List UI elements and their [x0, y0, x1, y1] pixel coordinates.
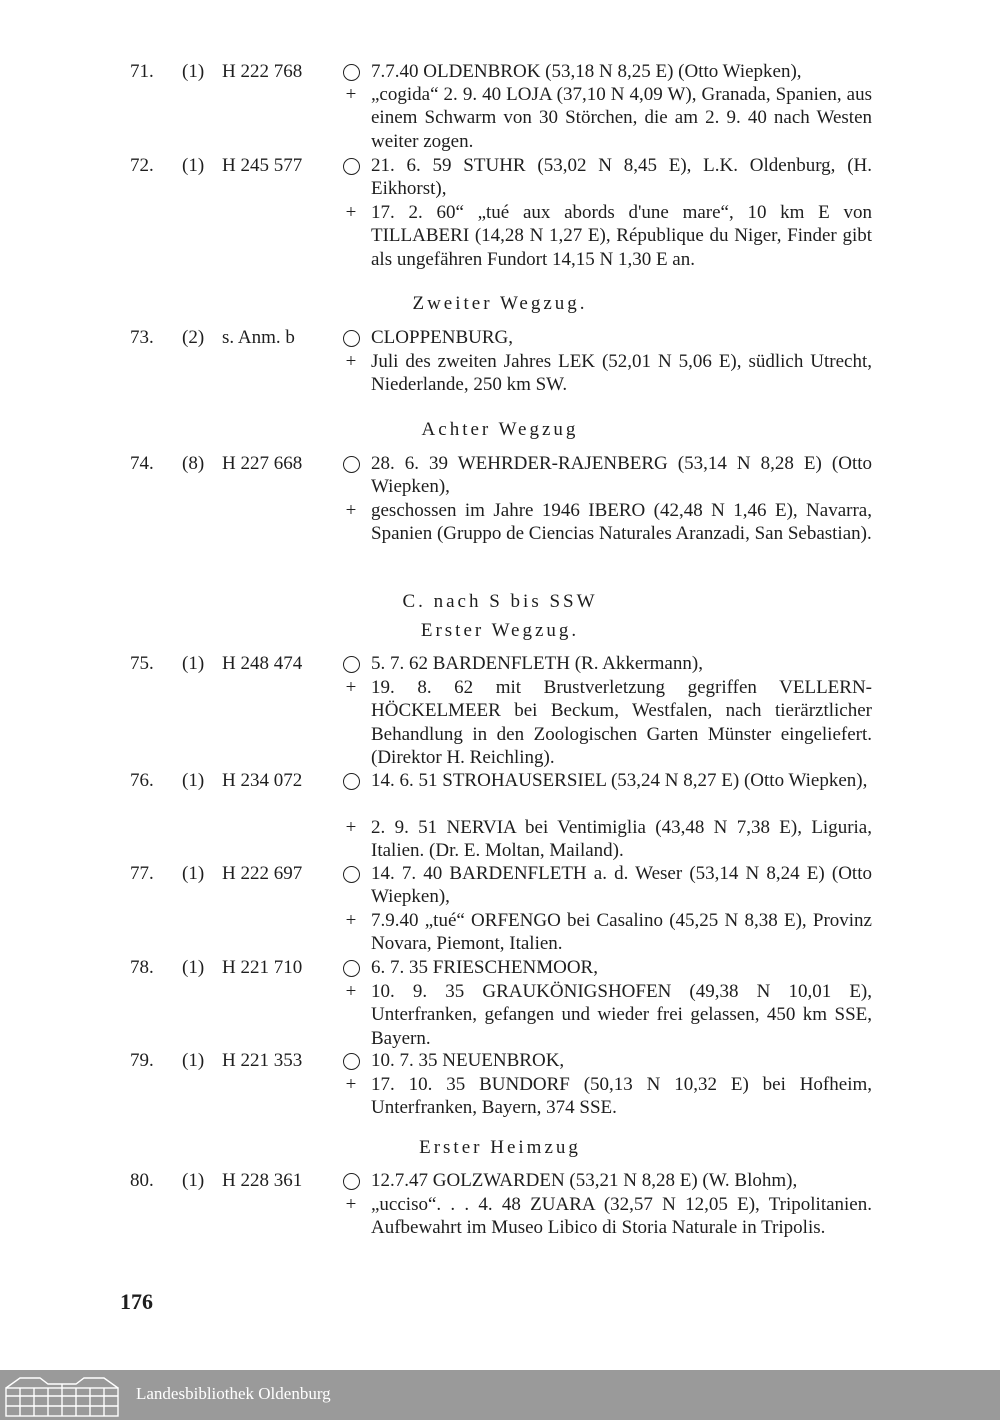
ring-number: H 222 697 [222, 863, 303, 884]
ringed-text: 14. 6. 51 STROHAUSERSIEL (53,24 N 8,27 E) (Otto Wiepken), [371, 770, 868, 791]
found-cross-icon: + [345, 910, 357, 931]
found-text: 2. 9. 51 NERVIA bei Ventimiglia (43,48 N 7,38 E), Liguria, Italien. (Dr. E. Moltan, Mailand). [371, 817, 872, 862]
ringed-circle-icon [343, 158, 360, 175]
found-cross-icon: + [345, 202, 357, 223]
ring-number: H 221 710 [222, 957, 303, 978]
library-building-icon [0, 1372, 124, 1418]
entry-count: (1) [182, 61, 205, 82]
found-cross-icon: + [345, 677, 357, 698]
ring-number: H 221 353 [222, 1050, 303, 1071]
found-text: 17. 10. 35 BUNDORF (50,13 N 10,32 E) bei Hofheim, Unterfranken, Bayern, 374 SSE. [371, 1074, 872, 1119]
ringed-text: CLOPPENBURG, [371, 327, 513, 348]
entry-number: 74. [130, 453, 154, 474]
found-text: „ucciso“. . . 4. 48 ZUARA (32,57 N 12,05 E), Tripolitanien. Aufbewahrt im Museo Libico di Storia Naturale in Tripolis. [371, 1194, 872, 1239]
entry-number: 77. [130, 863, 154, 884]
section-heading: C. nach S bis SSW [402, 591, 598, 612]
entry-count: (1) [182, 1050, 205, 1071]
ringed-circle-icon [343, 773, 360, 790]
page-number: 176 [120, 1289, 153, 1314]
entry-number: 76. [130, 770, 154, 791]
ring-number: H 234 072 [222, 770, 303, 791]
entry-count: (1) [182, 957, 205, 978]
entry-number: 72. [130, 155, 154, 176]
ringed-text: 6. 7. 35 FRIESCHENMOOR, [371, 957, 598, 978]
ringed-text: 12.7.47 GOLZWARDEN (53,21 N 8,28 E) (W. Blohm), [371, 1170, 798, 1191]
entry-count: (2) [182, 327, 205, 348]
found-cross-icon: + [345, 1194, 357, 1215]
found-cross-icon: + [345, 981, 357, 1002]
entry-count: (1) [182, 1170, 205, 1191]
section-heading: Achter Wegzug [421, 419, 579, 440]
ring-number: H 248 474 [222, 653, 303, 674]
library-name: Landesbibliothek Oldenburg [136, 1384, 331, 1403]
ringed-circle-icon [343, 960, 360, 977]
entry-count: (1) [182, 653, 205, 674]
entry-number: 75. [130, 653, 154, 674]
ringed-circle-icon [343, 456, 360, 473]
found-text: 7.9.40 „tué“ ORFENGO bei Casalino (45,25 N 8,38 E), Provinz Novara, Piemont, Italien. [371, 910, 872, 955]
entry-number: 80. [130, 1170, 154, 1191]
ringed-circle-icon [343, 64, 360, 81]
ring-number: H 222 768 [222, 61, 303, 82]
library-footer [0, 1370, 1000, 1420]
found-text: 17. 2. 60“ „tué aux abords d'une mare“, 10 km E von TILLABERI (14,28 N 1,27 E), République du Niger, Finder gibt als ungefähren Fundort 14,15 N 1,30 E an. [371, 202, 872, 270]
entry-count: (1) [182, 155, 205, 176]
ring-number: s. Anm. b [222, 327, 295, 348]
found-cross-icon: + [345, 351, 357, 372]
found-cross-icon: + [345, 817, 357, 838]
ring-number: H 245 577 [222, 155, 303, 176]
ringed-circle-icon [343, 866, 360, 883]
ring-number: H 228 361 [222, 1170, 303, 1191]
found-text: 19. 8. 62 mit Brustverletzung gegriffen VELLERN-HÖCKELMEER bei Beckum, Westfalen, nach tierärztlicher Behandlung in den Zoologischen Garten Münster eingeliefert. (Direktor H. Reichling). [371, 677, 872, 768]
ringed-text: 21. 6. 59 STUHR (53,02 N 8,45 E), L.K. Oldenburg, (H. Eikhorst), [371, 155, 872, 200]
found-text: geschossen im Jahre 1946 IBERO (42,48 N 1,46 E), Navarra, Spanien (Gruppo de Ciencias Naturales Aranzadi, San Sebastian). [371, 500, 872, 545]
entry-count: (1) [182, 863, 205, 884]
ring-number: H 227 668 [222, 453, 303, 474]
ringed-text: 10. 7. 35 NEUENBROK, [371, 1050, 565, 1071]
found-text: Juli des zweiten Jahres LEK (52,01 N 5,06 E), südlich Utrecht, Niederlande, 250 km SW. [371, 351, 872, 396]
ringed-circle-icon [343, 656, 360, 673]
entry-count: (1) [182, 770, 205, 791]
section-heading: Zweiter Wegzug. [412, 293, 588, 314]
ringed-text: 5. 7. 62 BARDENFLETH (R. Akkermann), [371, 653, 703, 674]
found-cross-icon: + [345, 1074, 357, 1095]
ringed-text: 7.7.40 OLDENBROK (53,18 N 8,25 E) (Otto Wiepken), [371, 61, 802, 82]
found-text: 10. 9. 35 GRAUKÖNIGSHOFEN (49,38 N 10,01 E), Unterfranken, gefangen und wieder frei gelassen, 450 km SSE, Bayern. [371, 981, 872, 1049]
entry-number: 71. [130, 61, 154, 82]
ringed-text: 28. 6. 39 WEHRDER-RAJENBERG (53,14 N 8,28 E) (Otto Wiepken), [371, 453, 872, 498]
entry-number: 79. [130, 1050, 154, 1071]
section-heading: Erster Heimzug [419, 1137, 581, 1158]
ringed-circle-icon [343, 1053, 360, 1070]
entry-number: 78. [130, 957, 154, 978]
found-cross-icon: + [345, 500, 357, 521]
found-text: „cogida“ 2. 9. 40 LOJA (37,10 N 4,09 W), Granada, Spanien, aus einem Schwarm von 30 Störchen, die am 2. 9. 40 nach Westen weiter zogen. [371, 84, 872, 152]
entry-number: 73. [130, 327, 154, 348]
ringed-text: 14. 7. 40 BARDENFLETH a. d. Weser (53,14 N 8,24 E) (Otto Wiepken), [371, 863, 872, 908]
entry-count: (8) [182, 453, 205, 474]
ringed-circle-icon [343, 330, 360, 347]
found-cross-icon: + [345, 84, 357, 105]
section-subheading: Erster Wegzug. [420, 620, 580, 641]
ringed-circle-icon [343, 1173, 360, 1190]
